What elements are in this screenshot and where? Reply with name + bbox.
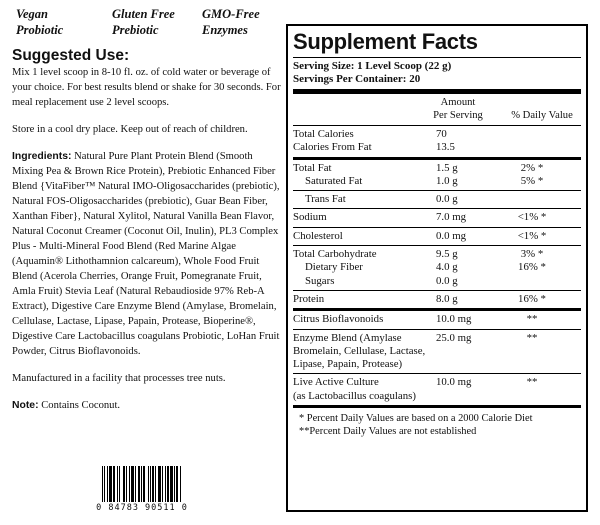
nutrient-row [293, 261, 581, 274]
barcode-bar [181, 466, 182, 502]
nutrient-name: Saturated Fat [305, 174, 363, 187]
nutrient-daily-value [499, 390, 581, 403]
nutrient-daily-value: <1% * [517, 211, 547, 224]
nutrient-amount: 70 [436, 128, 447, 140]
facts-footnotes [293, 405, 581, 438]
nutrient-amount: 7.0 mg [436, 211, 466, 224]
serving-info [293, 57, 581, 89]
nutrient-amount: 10.0 mg [436, 313, 472, 326]
ingredients-block [12, 149, 284, 359]
nutrient-name: Live Active Culture [293, 376, 379, 389]
ingredients-label: Ingredients: [12, 151, 72, 162]
nutrient-name: (as Lactobacillus coagulans) [293, 389, 416, 402]
claim-line: Prebiotic [112, 23, 159, 37]
facts-group [293, 329, 581, 374]
facts-group [293, 308, 581, 328]
nutrient-name: Protein [293, 292, 325, 305]
nutrient-row [293, 162, 581, 175]
nutrient-name: Bromelain, Cellulase, Lactase, [293, 344, 426, 357]
nutrient-row [293, 293, 581, 306]
claim-vegan-probiotic [16, 6, 63, 38]
ingredients-text: Natural Pure Plant Protein Blend (Smooth Mixing Pea & Brown Rice Protein), Prebiotic Enhanced Fiber Blend {VitaFiber™ Natural IMO-Oligosaccharides (prebiotic), Natural FOS-Oligosaccharides (prebiotic), Guar Bean Fiber, Xanthan Fiber}, Natural Xylitol, Natural Vanilla Bean Flavor, Natural Coconut Creamer (Coconut Oil, Inulin), PL3 Complex Plus - Multi-Mineral Food Blend (Red Marine Algae (Aquamin® Lithothamnion calcareum), Whole Food Fruit Blend (Acerola Cherries, Orange Fruit, Pomegranate Fruit, Amla Fruit) Stevia Leaf (Natural Rebaudioside 97% Reb-A Extract), Digestive Care Enzyme Blend (Amylase, Bromelain, Cellulase, Lactase, Lipase, Papain, Protease, Bioperine®, Digestive Care Lactobacillus coagulans Probiotic, LoHan Fruit Powder, Citrus Bioflavonoids. [12, 151, 280, 357]
nutrient-daily-value [499, 275, 581, 288]
nutrient-daily-value: 16% * [518, 261, 546, 274]
facts-group [293, 245, 581, 290]
nutrient-amount: 0.0 mg [436, 229, 466, 242]
nutrient-row [293, 128, 581, 141]
footnote-daily-value: * Percent Daily Values are based on a 2000 Calorie Diet [299, 413, 533, 425]
nutrient-row [293, 248, 581, 261]
claim-line: Enzymes [202, 23, 248, 37]
nutrient-daily-value: 3% * [520, 248, 544, 261]
facility-text: Manufactured in a facility that processes tree nuts. [12, 373, 226, 384]
claim-gmo-free-enzymes [202, 6, 260, 38]
nutrient-row [293, 390, 581, 403]
nutrient-name: Citrus Bioflavonoids [293, 313, 384, 326]
supplement-facts-panel [286, 24, 588, 512]
upc-barcode [94, 466, 190, 518]
note-text: Contains Coconut. [38, 400, 121, 411]
footnote-not-established: **Percent Daily Values are not established [299, 426, 477, 438]
nutrient-row [293, 193, 581, 206]
facts-title: Supplement Facts [293, 29, 478, 54]
daily-value-header: % Daily Value [511, 110, 573, 121]
barcode-bars [94, 466, 190, 502]
nutrient-row [293, 175, 581, 188]
nutrient-amount: 9.5 g [436, 248, 458, 261]
nutrient-name: Calories From Fat [293, 141, 372, 154]
nutrient-name: Dietary Fiber [305, 261, 363, 274]
nutrient-daily-value [499, 128, 581, 141]
nutrient-row [293, 275, 581, 288]
storage-text: Store in a cool dry place. Keep out of reach of children. [12, 124, 248, 135]
amount-header: Amount [440, 97, 476, 108]
nutrient-amount: 0.0 g [436, 193, 458, 206]
nutrient-row [293, 332, 581, 345]
nutrient-row [293, 211, 581, 224]
nutrient-amount: 25.0 mg [436, 331, 472, 344]
facts-column-header [293, 94, 581, 125]
nutrient-amount: 13.5 [436, 141, 455, 154]
nutrient-daily-value: 16% * [518, 292, 546, 305]
nutrient-row [293, 358, 581, 371]
nutrient-daily-value: 2% * [520, 161, 544, 174]
nutrient-name: Sugars [305, 274, 335, 287]
nutrient-name: Total Carbohydrate [293, 248, 377, 261]
claim-line: GMO-Free [202, 7, 260, 21]
claim-line: Gluten Free [112, 7, 175, 21]
facts-group [293, 190, 581, 208]
facts-group [293, 208, 581, 226]
nutrient-daily-value [499, 345, 581, 358]
facts-group [293, 157, 581, 191]
facts-group [293, 125, 581, 157]
facts-group [293, 373, 581, 405]
nutrient-amount: 4.0 g [436, 261, 458, 274]
note-block [12, 398, 284, 413]
claim-line: Probiotic [16, 23, 64, 37]
nutrient-daily-value [499, 141, 581, 154]
barcode-digits: 0 84783 90511 0 [96, 503, 188, 513]
nutrient-amount [436, 390, 499, 403]
nutrient-amount [436, 358, 499, 371]
nutrient-daily-value: 5% * [520, 174, 544, 187]
note-label: Note: [12, 400, 39, 411]
nutrient-amount: 1.5 g [436, 161, 458, 174]
nutrient-row [293, 141, 581, 154]
amount-per-serving-header [413, 96, 503, 122]
nutrient-name: Total Fat [293, 161, 332, 174]
label-left-column [12, 48, 284, 425]
claim-gluten-free-prebiotic [112, 6, 175, 38]
facts-group [293, 290, 581, 308]
nutrient-daily-value: <1% * [517, 229, 547, 242]
nutrient-daily-value [499, 358, 581, 371]
nutrient-row [293, 376, 581, 389]
nutrient-name: Total Calories [293, 128, 354, 140]
servings-per-container: Servings Per Container: 20 [293, 73, 421, 85]
nutrient-amount: 1.0 g [436, 174, 458, 187]
nutrient-name: Cholesterol [293, 229, 343, 242]
nutrient-row [293, 345, 581, 358]
nutrient-row [293, 230, 581, 243]
claim-line: Vegan [16, 7, 48, 21]
nutrient-daily-value: ** [526, 376, 538, 389]
serving-size: Serving Size: 1 Level Scoop (22 g) [293, 60, 452, 72]
nutrient-amount [436, 345, 499, 358]
nutrient-name: Trans Fat [305, 193, 346, 206]
nutrient-daily-value: ** [526, 313, 538, 326]
nutrient-amount: 8.0 g [436, 292, 458, 305]
facts-rows [293, 125, 581, 405]
nutrient-amount: 0.0 g [436, 274, 458, 287]
suggested-use-heading: Suggested Use: [12, 47, 130, 64]
nutrient-daily-value: ** [526, 331, 538, 344]
nutrient-amount: 10.0 mg [436, 376, 472, 389]
nutrient-name: Enzyme Blend (Amylase [293, 331, 402, 344]
nutrient-daily-value [499, 193, 581, 206]
directions-text: Mix 1 level scoop in 8-10 fl. oz. of cold water or beverage of your choice. For best results blend or shake for 30 seconds. For meal replacement use 2 level scoops. [12, 67, 281, 108]
nutrient-name: Sodium [293, 211, 327, 224]
per-serving-header: Per Serving [433, 110, 483, 121]
nutrient-row [293, 313, 581, 326]
nutrient-name: Lipase, Papain, Protease) [293, 358, 403, 371]
facts-group [293, 227, 581, 245]
